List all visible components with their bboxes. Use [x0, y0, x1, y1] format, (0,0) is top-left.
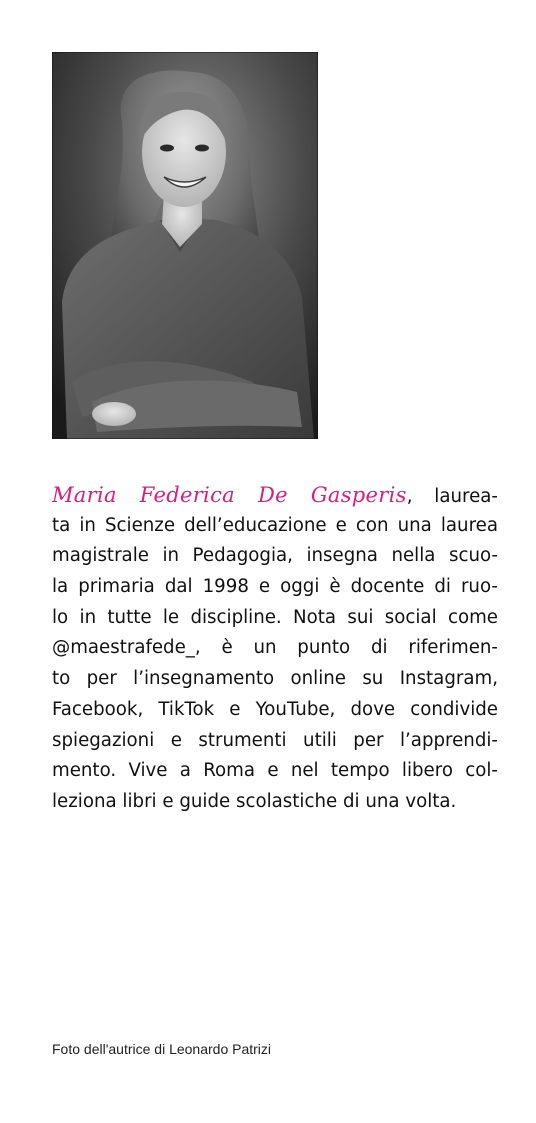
photo-credit: Foto dell'autrice di Leonardo Patrizi — [52, 1041, 272, 1057]
author-biography — [52, 480, 498, 818]
bio-line: magistrale in Pedagogia, insegna nella scuo- — [52, 545, 498, 567]
author-portrait-photo — [52, 52, 318, 439]
bio-line: Facebook, TikTok e YouTube, dove condivide — [52, 698, 498, 720]
bio-line: spiegazioni e strumenti utili per l’apprendi- — [52, 729, 498, 751]
bio-line-1 — [52, 480, 498, 511]
bio-line: lo in tutte le discipline. Nota sui social come — [52, 606, 498, 628]
author-name: Maria Federica De Gasperis — [52, 483, 407, 507]
bio-line: @maestrafede_, è un punto di riferimen- — [52, 637, 498, 659]
bio-line: leziona libri e guide scolastiche di una volta. — [52, 790, 457, 812]
bio-line: ta in Scienze dell’educazione e con una laurea — [52, 514, 498, 536]
bio-first-line-rest: , laurea- — [406, 486, 498, 507]
bio-line: to per l’insegnamento online su Instagram, — [52, 668, 498, 690]
bio-line: mento. Vive a Roma e nel tempo libero col- — [52, 760, 498, 782]
bio-line: la primaria dal 1998 e oggi è docente di ruo- — [52, 576, 498, 598]
